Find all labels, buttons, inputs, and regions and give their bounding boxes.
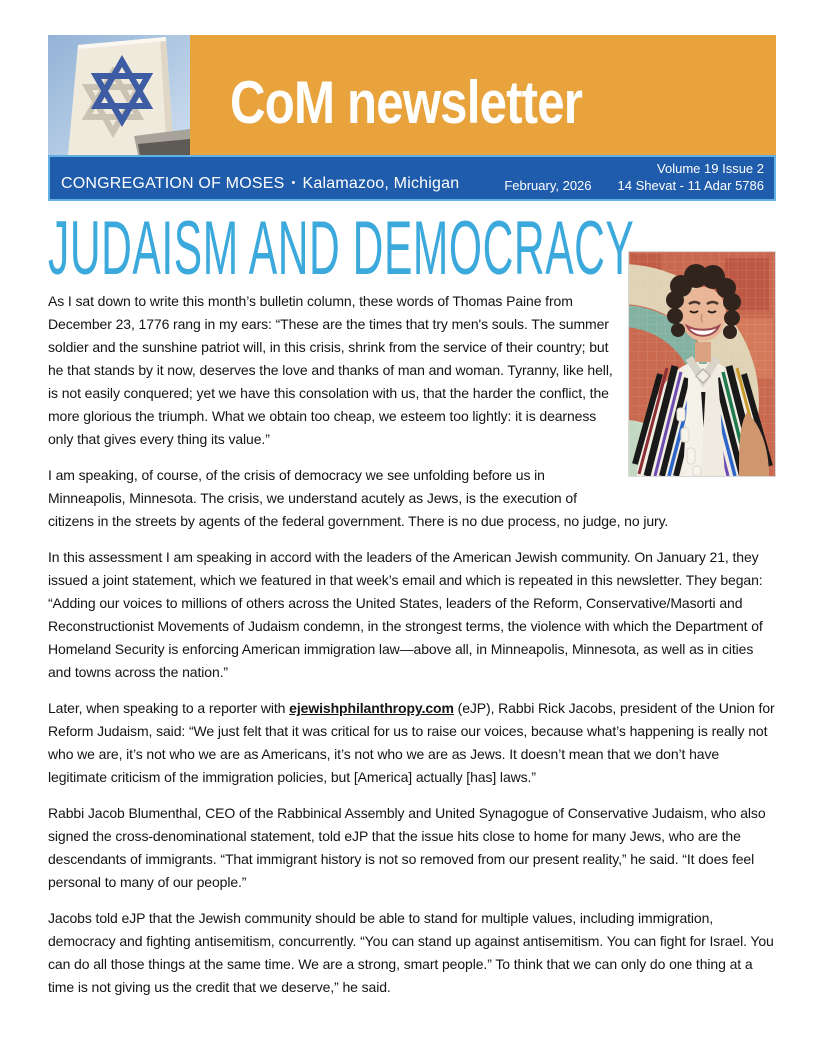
headline-text: JUDAISM AND DEMOCRACY bbox=[48, 206, 635, 291]
rabbi-portrait-photo bbox=[628, 251, 776, 477]
org-name: CONGREGATION OF MOSES bbox=[61, 175, 285, 192]
info-bar bbox=[48, 155, 776, 201]
date-hebrew: 14 Shevat - 11 Adar 5786 bbox=[617, 178, 764, 193]
rabbi-portrait-image bbox=[629, 252, 775, 476]
issue-block bbox=[504, 160, 764, 194]
paragraph-4-pre: Later, when speaking to a reporter with bbox=[48, 700, 290, 716]
paragraph-6: Jacobs told eJP that the Jewish community should be able to stand for multiple values, including immigration, democracy and fighting antisemitism, concurrently. “You can stand up against antisemitism. You can fight for Israel. You can do all those things at the same time. We are a strong, smart people.” To think that we can only do one thing at a time is not giving us the credit that we deserve,” he said. bbox=[48, 910, 774, 995]
bullet-separator: • bbox=[291, 177, 296, 189]
organization-line bbox=[61, 175, 459, 194]
paragraph-4-post: (eJP), Rabbi Rick Jacobs, president of the Union for Reform Judaism, said: “We just felt that it was critical for us to raise our voices, because what’s happening is really not who we are, it’s not who we are as Americans, it’s not who we are as Jews. It doesn’t mean that we don’t have legitimate criticism of the immigration policies, but [America] actually [has] laws.” bbox=[48, 700, 775, 785]
star-of-david-sign-image bbox=[48, 35, 190, 155]
date-line bbox=[504, 177, 764, 194]
article bbox=[48, 206, 776, 999]
paragraph-4 bbox=[48, 697, 776, 789]
title-banner bbox=[190, 35, 776, 155]
paragraph-3: In this assessment I am speaking in accord with the leaders of the American Jewish community. On January 21, they issued a joint statement, which we featured in that week’s email and which is repeated in this newsletter. They began: “Adding our voices to millions of others across the United States, leaders of the Reform, Conservative/Masorti and Reconstructionist Movements of Judaism condemn, in the strongest terms, the violence with which the Department of Homeland Security is enforcing American immigration law—above all, in Minneapolis, Minnesota, as well as in cities and towns across the nation.” bbox=[48, 549, 763, 680]
ejewishphilanthropy-link[interactable]: ejewishphilanthropy.com bbox=[289, 700, 454, 716]
masthead bbox=[48, 35, 776, 155]
volume-issue: Volume 19 Issue 2 bbox=[657, 161, 764, 176]
paragraph-1: As I sat down to write this month’s bulletin column, these words of Thomas Paine from December 23, 1776 rang in my ears: “These are the times that try men's souls. The summer soldier and the sunshine patriot will, in this crisis, shrink from the service of their country; but he that stands by it now, deserves the love and thanks of man and woman. Tyranny, like hell, is not easily conquered; yet we have this consolation with us, that the harder the conflict, the more glorious the triumph. What we obtain too cheap, we esteem too lightly: it is dearness only that gives every thing its value.” bbox=[48, 293, 613, 447]
paragraph-2: I am speaking, of course, of the crisis of democracy we see unfolding before us in Minneapolis, Minnesota. The crisis, we understand acutely as Jews, is the execution of citizens in the streets by agents of the federal government. There is no due process, no judge, no jury. bbox=[48, 467, 669, 529]
synagogue-sign-photo bbox=[48, 35, 190, 155]
paragraph-5: Rabbi Jacob Blumenthal, CEO of the Rabbinical Assembly and United Synagogue of Conservative Judaism, who also signed the cross-denominational statement, told eJP that the issue hits close to home for many Jews, who are the descendants of immigrants. “That immigrant history is not so removed from our present reality,” he said. “It does feel personal to many of our people.” bbox=[48, 805, 766, 890]
article-headline bbox=[48, 206, 776, 291]
org-location: Kalamazoo, Michigan bbox=[302, 175, 460, 192]
newsletter-title: CoM newsletter bbox=[230, 68, 583, 136]
date-gregorian: February, 2026 bbox=[504, 178, 592, 193]
